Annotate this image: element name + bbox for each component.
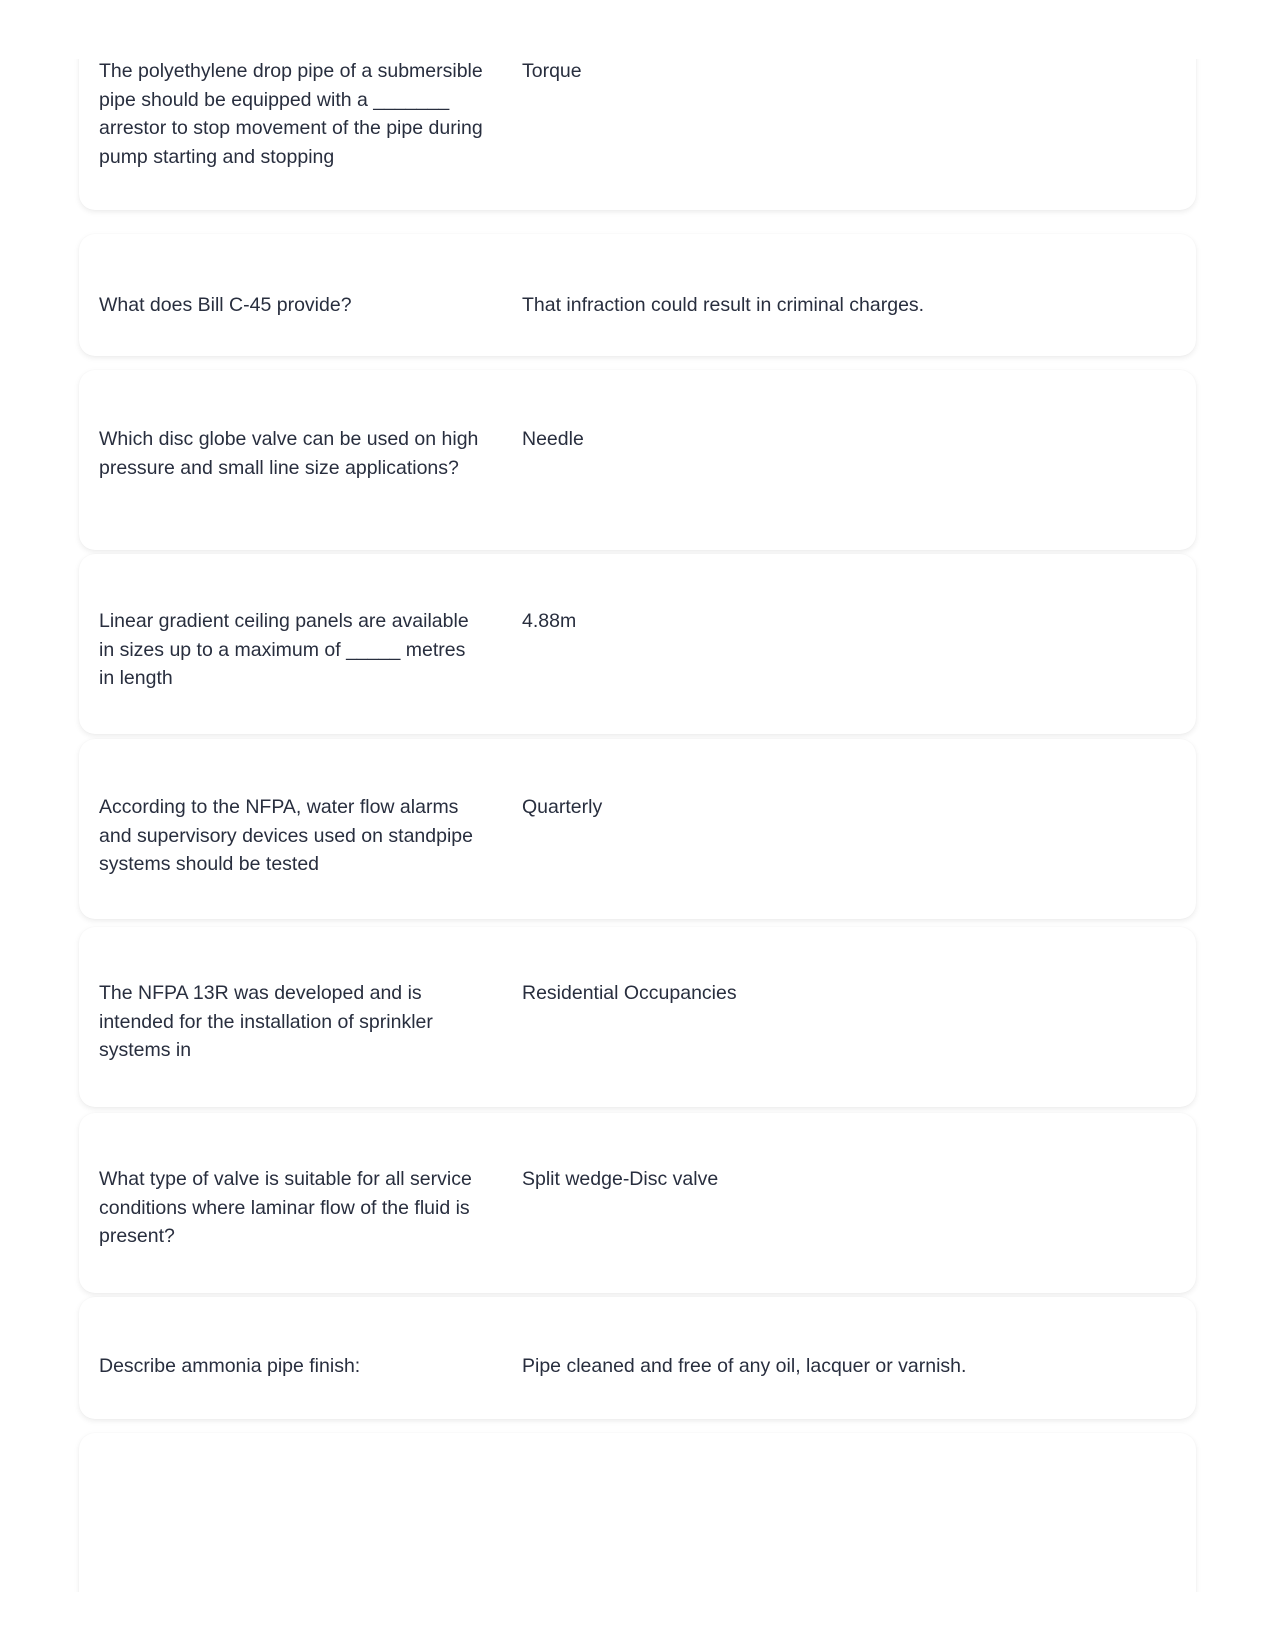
flashcard	[79, 1297, 1196, 1419]
card-definition: Split wedge-Disc valve	[522, 1168, 719, 1190]
card-term: The NFPA 13R was developed and is intended for the installation of sprinkler systems in	[99, 982, 433, 1061]
flashcard-list	[0, 59, 1275, 1592]
card-definition: That infraction could result in criminal charges.	[522, 294, 925, 316]
card-term: The polyethylene drop pipe of a submersible pipe should be equipped with a _______ arrestor to stop movement of the pipe during pump starting and stopping	[99, 60, 483, 168]
card-definition: Quarterly	[522, 796, 603, 818]
flashcard	[79, 927, 1196, 1107]
flashcard	[79, 234, 1196, 356]
flashcard	[79, 1433, 1196, 1592]
flashcard	[79, 1113, 1196, 1293]
flashcard	[79, 370, 1196, 550]
flashcard	[79, 59, 1196, 210]
card-term: According to the NFPA, water flow alarms and supervisory devices used on standpipe systems should be tested	[99, 796, 473, 875]
card-term: What type of valve is suitable for all service conditions where laminar flow of the fluid is present?	[99, 1168, 472, 1247]
card-term: Linear gradient ceiling panels are available in sizes up to a maximum of _____ metres in length	[99, 610, 469, 689]
card-definition: 4.88m	[522, 610, 577, 632]
flashcard	[79, 554, 1196, 734]
card-definition: Pipe cleaned and free of any oil, lacquer or varnish.	[522, 1355, 967, 1377]
card-term: Which disc globe valve can be used on high pressure and small line size applications?	[99, 428, 479, 479]
card-definition: Needle	[522, 428, 584, 450]
card-definition: Torque	[522, 60, 582, 82]
card-definition: Residential Occupancies	[522, 982, 737, 1004]
flashcard	[79, 739, 1196, 919]
card-term: What does Bill C-45 provide?	[99, 294, 352, 316]
card-term: Describe ammonia pipe finish:	[99, 1355, 361, 1377]
